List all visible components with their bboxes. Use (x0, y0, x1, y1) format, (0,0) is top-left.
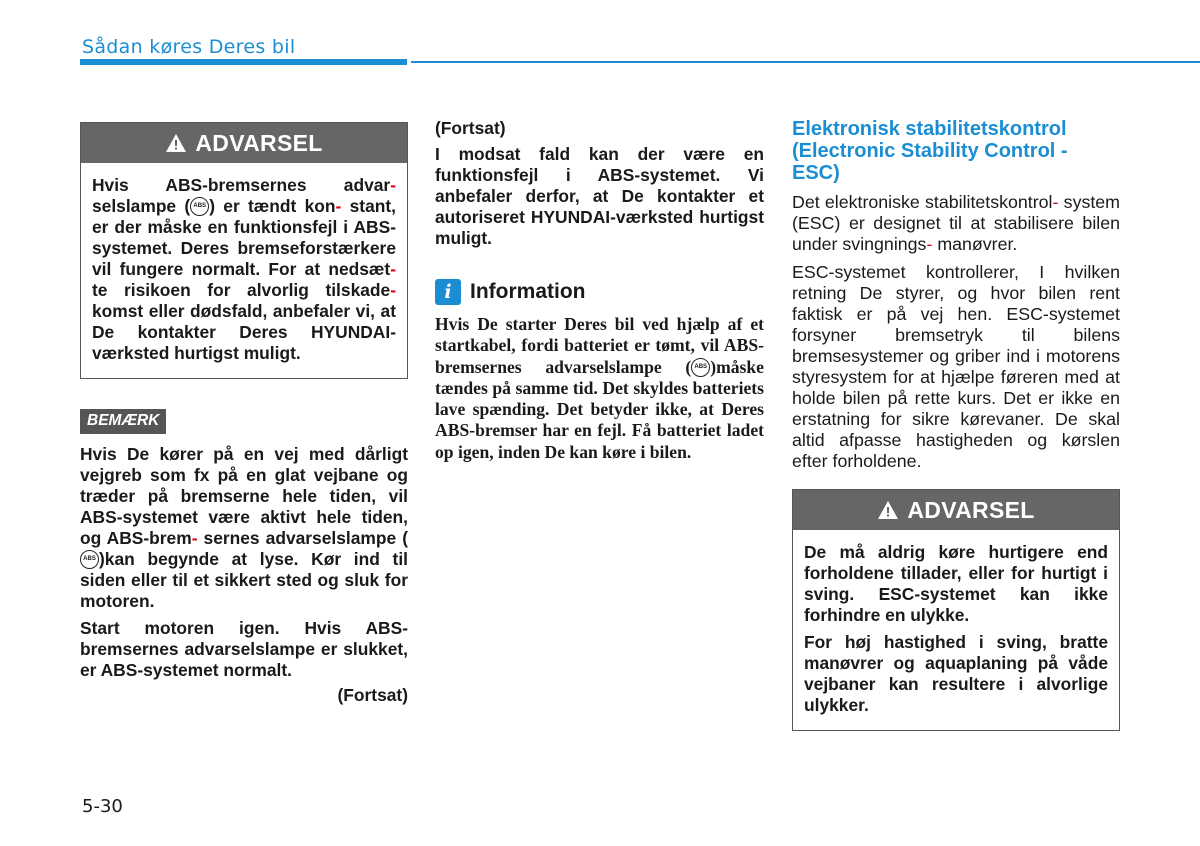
note-tag: BEMÆRK (80, 409, 166, 434)
information-header (435, 279, 764, 305)
column-middle (435, 118, 764, 463)
abs-warning-icon (80, 550, 99, 569)
esc-paragraph: Det elektroniske stabilitetskontrol- system (ESC) er designet til at stabilisere bilen under svingnings- manøvrer. (792, 192, 1120, 254)
warning-triangle-icon (877, 500, 899, 520)
section-title: Sådan køres Deres bil (82, 36, 296, 58)
abs-warning-icon (190, 197, 209, 216)
column-right (792, 118, 1120, 731)
information-text: Hvis De starter Deres bil ved hjælp af et startkabel, fordi batteriet er tømt, vil ABS-bremsernes advarselslampe (ABS )måske tændes på samme tid. Det skyldes batteriets lave spænding. Det betyder ikke, at Deres ABS-bremser har en fejl. Få batteriet ladet op igen, inden De kan køre i bilen. (435, 314, 764, 463)
column-left (80, 122, 408, 706)
note-paragraph: Hvis De kører på en vej med dårligt vejgreb som fx på en glat vejbane og træder på bremserne hele tiden, vil ABS-systemet være aktivt hele tiden, og ABS-brem- sernes advarselslampe (ABS)kan begynde at lyse. Kør ind til siden eller til et sikkert sted og sluk for motoren. (80, 444, 408, 612)
abs-warning-icon (691, 358, 710, 377)
warning-box (792, 489, 1120, 731)
information-title: Information (470, 280, 586, 303)
continued-label: (Fortsat) (435, 118, 506, 138)
continued-label: (Fortsat) (337, 685, 408, 705)
info-icon: i (435, 279, 461, 305)
continued-text: I modsat fald kan der være en funktionsfejl i ABS-systemet. Vi anbefaler derfor, at De kontakter et autoriseret HYUNDAI-værksted hurtigst muligt. (435, 144, 764, 248)
warning-text: De må aldrig køre hurtigere end forholdene tillader, eller for hurtigt i sving. ESC-systemet kan ikke forhindre en ulykke. (804, 542, 1108, 625)
header-rule-thick (80, 59, 407, 65)
esc-heading: Elektronisk stabilitetskontrol (Electronic Stability Control - ESC) (792, 118, 1068, 184)
warning-body (81, 163, 407, 378)
esc-paragraph: ESC-systemet kontrollerer, I hvilken retning De styrer, og hvor bilen rent faktisk er på vej hen. ESC-systemet forsyner bremsetryk til bilens bremsesystemer og griber ind i motorens styresystem for at hjælpe føreren med at holde bilen på rette kurs. Det er ikke en erstatning for sikre kørevaner. De skal altid afpasse hastigheden og kørslen efter forholdene. (792, 262, 1120, 471)
warning-text: Hvis ABS-bremsernes advar- selslampe (ABS ) er tændt kon- stant, er der måske en funktionsfejl i ABS-systemet. Deres bremseforstærkere vil fungere normalt. For at nedsæt- te risikoen for alvorlig tilskade- komst eller dødsfald, anbefaler vi, at De kontakter Deres HYUNDAI-værksted hurtigst muligt. (92, 175, 396, 364)
warning-header (793, 490, 1119, 530)
note-paragraph: Start motoren igen. Hvis ABS-bremsernes advarselslampe er slukket, er ABS-systemet normalt. (80, 618, 408, 680)
page-number: 5-30 (82, 796, 123, 817)
header-rule-thin (411, 61, 1200, 63)
warning-triangle-icon (165, 133, 187, 153)
warning-box (80, 122, 408, 379)
warning-body (793, 530, 1119, 730)
warning-title: ADVARSEL (195, 129, 323, 156)
warning-header (81, 123, 407, 163)
warning-title: ADVARSEL (907, 496, 1035, 523)
warning-text: For høj hastighed i sving, bratte manøvrer og aquaplaning på våde vejbaner kan resultere i alvorlige ulykker. (804, 632, 1108, 715)
